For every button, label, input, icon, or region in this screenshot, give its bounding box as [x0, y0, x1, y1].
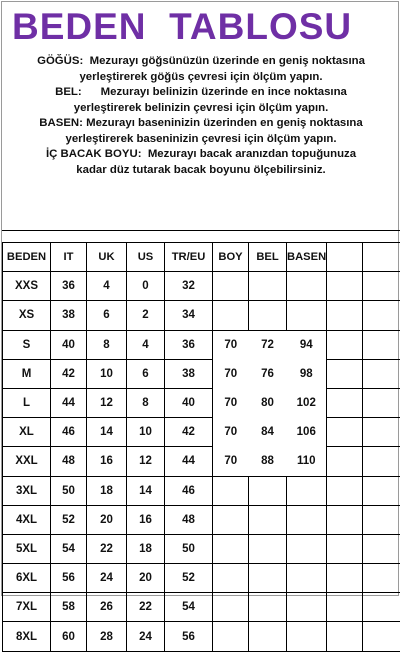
- empty-cell: [213, 564, 249, 593]
- size-value-cell: 48: [165, 505, 213, 534]
- empty-cell: [327, 301, 363, 330]
- size-value-cell: 46: [51, 418, 87, 447]
- size-table: [2, 242, 400, 652]
- empty-cell: [327, 622, 363, 651]
- column-header: TR/EU: [165, 243, 213, 272]
- empty-cell: [287, 534, 327, 563]
- size-table-body: [3, 243, 400, 652]
- size-value-cell: 44: [51, 388, 87, 417]
- size-label-cell: L: [3, 388, 51, 417]
- size-value-cell: 18: [87, 476, 127, 505]
- instruction-line: yerleştirerek göğüs çevresi için ölçüm yapın.: [2, 70, 400, 86]
- column-header: UK: [87, 243, 127, 272]
- size-value-cell: 20: [127, 564, 165, 593]
- empty-cell: [327, 330, 363, 359]
- measurement-cell: 80: [249, 388, 287, 417]
- instruction-line: BASEN: Mezurayı baseninizin üzerinden en geniş noktasına: [2, 116, 400, 132]
- empty-cell: [287, 301, 327, 330]
- size-value-cell: 58: [51, 593, 87, 622]
- size-value-cell: 40: [51, 330, 87, 359]
- empty-cell: [363, 564, 400, 593]
- size-label-cell: S: [3, 330, 51, 359]
- size-value-cell: 48: [51, 447, 87, 476]
- size-value-cell: 54: [51, 534, 87, 563]
- size-label-cell: XL: [3, 418, 51, 447]
- size-value-cell: 24: [87, 564, 127, 593]
- measurement-cell: 70: [213, 418, 249, 447]
- table-row: [3, 593, 400, 622]
- empty-cell: [213, 593, 249, 622]
- size-value-cell: 12: [127, 447, 165, 476]
- size-value-cell: 36: [165, 330, 213, 359]
- instruction-line: BEL: Mezurayı belinizin üzerinde en ince noktasına: [2, 85, 400, 101]
- empty-cell: [363, 622, 400, 651]
- size-value-cell: 40: [165, 388, 213, 417]
- table-row: [3, 418, 400, 447]
- measurement-cell: 110: [287, 447, 327, 476]
- measurement-cell: 70: [213, 447, 249, 476]
- empty-cell: [363, 388, 400, 417]
- table-row: [3, 534, 400, 563]
- size-value-cell: 50: [165, 534, 213, 563]
- empty-cell: [327, 359, 363, 388]
- table-row: [3, 622, 400, 651]
- instruction-line: kadar düz tutarak bacak boyunu ölçebilirsiniz.: [2, 163, 400, 179]
- empty-cell: [213, 622, 249, 651]
- size-label-cell: 3XL: [3, 476, 51, 505]
- instruction-line: yerleştirerek baseninizin çevresi için ölçüm yapın.: [2, 132, 400, 148]
- empty-cell: [287, 505, 327, 534]
- empty-cell: [363, 359, 400, 388]
- size-label-cell: M: [3, 359, 51, 388]
- table-row: [3, 505, 400, 534]
- table-row: [3, 447, 400, 476]
- table-row: [3, 564, 400, 593]
- empty-cell: [327, 272, 363, 301]
- empty-cell: [287, 593, 327, 622]
- empty-cell: [363, 330, 400, 359]
- empty-cell: [327, 447, 363, 476]
- size-value-cell: 8: [127, 388, 165, 417]
- empty-cell: [363, 505, 400, 534]
- table-row: [3, 476, 400, 505]
- empty-cell: [249, 505, 287, 534]
- size-value-cell: 44: [165, 447, 213, 476]
- table-row: [3, 388, 400, 417]
- size-value-cell: 56: [51, 564, 87, 593]
- size-value-cell: 14: [87, 418, 127, 447]
- empty-cell: [363, 418, 400, 447]
- empty-cell: [249, 534, 287, 563]
- empty-cell: [287, 476, 327, 505]
- empty-cell: [249, 564, 287, 593]
- size-value-cell: 22: [87, 534, 127, 563]
- measurement-cell: 70: [213, 330, 249, 359]
- empty-cell: [249, 622, 287, 651]
- table-row: [3, 301, 400, 330]
- empty-cell: [363, 301, 400, 330]
- size-value-cell: 4: [87, 272, 127, 301]
- size-value-cell: 50: [51, 476, 87, 505]
- empty-cell: [327, 593, 363, 622]
- instruction-line: İÇ BACAK BOYU: Mezurayı bacak aranızdan topuğunuza: [2, 147, 400, 163]
- size-label-cell: 8XL: [3, 622, 51, 651]
- size-value-cell: 28: [87, 622, 127, 651]
- size-value-cell: 14: [127, 476, 165, 505]
- measurement-instructions: [2, 54, 400, 178]
- table-header-row: [3, 243, 400, 272]
- size-value-cell: 0: [127, 272, 165, 301]
- measurement-cell: 84: [249, 418, 287, 447]
- size-value-cell: 18: [127, 534, 165, 563]
- page-title: BEDEN TABLOSU: [12, 6, 352, 48]
- measurement-cell: 98: [287, 359, 327, 388]
- size-label-cell: XS: [3, 301, 51, 330]
- size-value-cell: 10: [127, 418, 165, 447]
- instruction-line: GÖĞÜS: Mezurayı göğsünüzün üzerinde en geniş noktasına: [2, 54, 400, 70]
- empty-cell: [327, 388, 363, 417]
- column-header: US: [127, 243, 165, 272]
- size-label-cell: 6XL: [3, 564, 51, 593]
- size-value-cell: 56: [165, 622, 213, 651]
- empty-cell: [249, 593, 287, 622]
- empty-cell: [249, 301, 287, 330]
- column-header: [363, 243, 400, 272]
- table-row: [3, 330, 400, 359]
- size-value-cell: 22: [127, 593, 165, 622]
- size-value-cell: 36: [51, 272, 87, 301]
- measurement-cell: 88: [249, 447, 287, 476]
- size-value-cell: 38: [165, 359, 213, 388]
- empty-cell: [213, 272, 249, 301]
- size-label-cell: XXL: [3, 447, 51, 476]
- size-value-cell: 46: [165, 476, 213, 505]
- size-label-cell: 5XL: [3, 534, 51, 563]
- measurement-cell: 70: [213, 388, 249, 417]
- measurement-cell: 102: [287, 388, 327, 417]
- size-label-cell: XXS: [3, 272, 51, 301]
- size-value-cell: 38: [51, 301, 87, 330]
- empty-cell: [249, 476, 287, 505]
- size-value-cell: 20: [87, 505, 127, 534]
- size-value-cell: 52: [51, 505, 87, 534]
- empty-cell: [213, 301, 249, 330]
- size-value-cell: 6: [87, 301, 127, 330]
- empty-cell: [327, 534, 363, 563]
- size-value-cell: 6: [127, 359, 165, 388]
- table-row: [3, 359, 400, 388]
- empty-cell: [327, 418, 363, 447]
- empty-cell: [363, 447, 400, 476]
- measurement-cell: 76: [249, 359, 287, 388]
- size-value-cell: 42: [165, 418, 213, 447]
- empty-cell: [287, 622, 327, 651]
- empty-cell: [287, 272, 327, 301]
- size-value-cell: 60: [51, 622, 87, 651]
- size-value-cell: 16: [87, 447, 127, 476]
- size-value-cell: 10: [87, 359, 127, 388]
- size-value-cell: 34: [165, 301, 213, 330]
- empty-cell: [363, 272, 400, 301]
- size-value-cell: 12: [87, 388, 127, 417]
- size-value-cell: 8: [87, 330, 127, 359]
- column-header: BEDEN: [3, 243, 51, 272]
- column-header: BOY: [213, 243, 249, 272]
- column-header: [327, 243, 363, 272]
- instruction-line: yerleştirerek belinizin çevresi için ölçüm yapın.: [2, 101, 400, 117]
- column-header: BASEN: [287, 243, 327, 272]
- empty-cell: [213, 476, 249, 505]
- divider: [2, 230, 400, 231]
- size-value-cell: 4: [127, 330, 165, 359]
- empty-cell: [363, 593, 400, 622]
- table-row: [3, 272, 400, 301]
- empty-cell: [327, 505, 363, 534]
- empty-cell: [363, 534, 400, 563]
- size-value-cell: 52: [165, 564, 213, 593]
- column-header: IT: [51, 243, 87, 272]
- empty-cell: [327, 564, 363, 593]
- empty-cell: [363, 476, 400, 505]
- size-value-cell: 2: [127, 301, 165, 330]
- size-label-cell: 7XL: [3, 593, 51, 622]
- size-value-cell: 26: [87, 593, 127, 622]
- empty-cell: [249, 272, 287, 301]
- measurement-cell: 72: [249, 330, 287, 359]
- size-chart-card: [1, 1, 399, 596]
- measurement-cell: 94: [287, 330, 327, 359]
- size-label-cell: 4XL: [3, 505, 51, 534]
- size-value-cell: 54: [165, 593, 213, 622]
- measurement-cell: 106: [287, 418, 327, 447]
- size-value-cell: 16: [127, 505, 165, 534]
- empty-cell: [213, 505, 249, 534]
- size-value-cell: 42: [51, 359, 87, 388]
- empty-cell: [287, 564, 327, 593]
- column-header: BEL: [249, 243, 287, 272]
- measurement-cell: 70: [213, 359, 249, 388]
- size-value-cell: 32: [165, 272, 213, 301]
- empty-cell: [327, 476, 363, 505]
- size-value-cell: 24: [127, 622, 165, 651]
- empty-cell: [213, 534, 249, 563]
